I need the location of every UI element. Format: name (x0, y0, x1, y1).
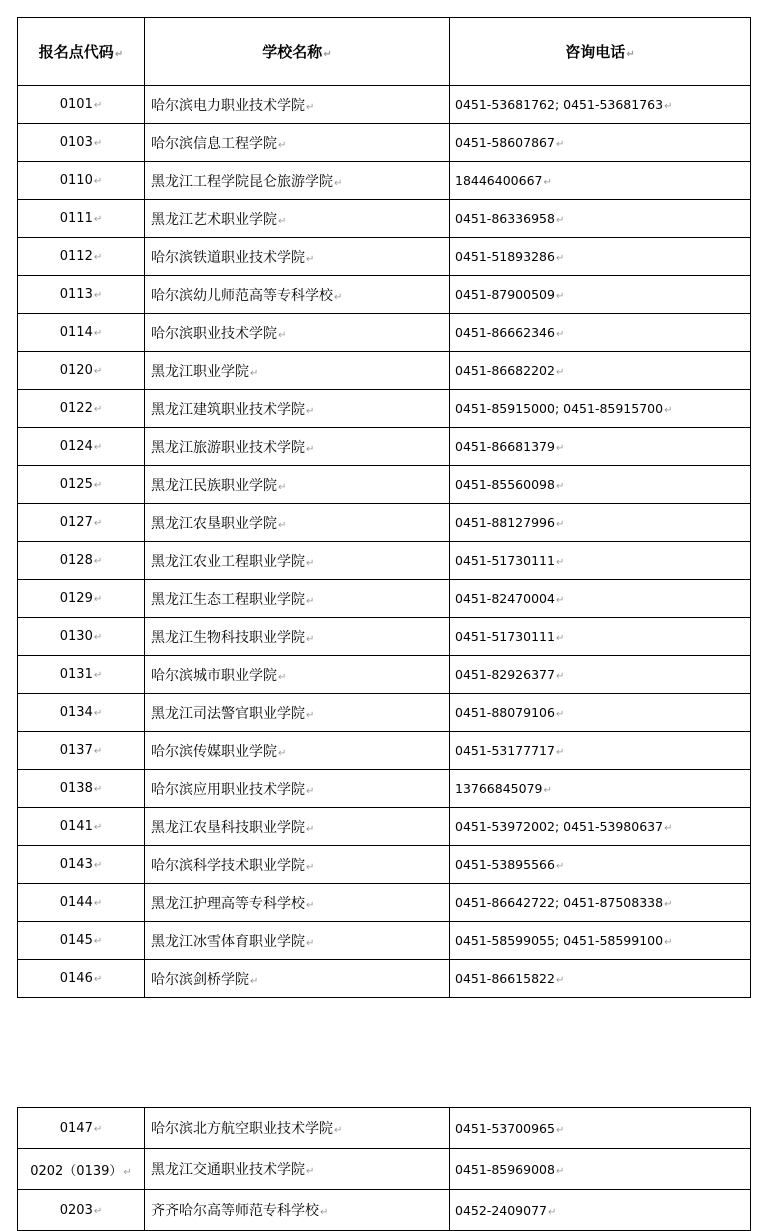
paragraph-mark: ↵ (555, 557, 565, 568)
paragraph-mark: ↵ (555, 329, 565, 340)
paragraph-mark: ↵ (555, 975, 565, 986)
school-name-cell (145, 124, 450, 162)
school-name-cell-text: 哈尔滨铁道职业技术学院 (151, 249, 305, 266)
code-cell-text: 0145 (59, 933, 93, 948)
code-cell (18, 884, 145, 922)
school-name-cell (145, 390, 450, 428)
code-cell (18, 504, 145, 542)
code-cell (18, 770, 145, 808)
school-name-cell (145, 162, 450, 200)
school-name-cell (145, 694, 450, 732)
paragraph-mark: ↵ (664, 101, 673, 112)
table-row (18, 390, 751, 428)
phone-cell-text: 0451-82470004 (455, 591, 555, 606)
phone-cell-text: 0451-86615822 (455, 971, 555, 986)
paragraph-mark: ↵ (93, 100, 103, 111)
code-cell (18, 732, 145, 770)
table-row (18, 1190, 751, 1231)
phone-cell-text: 0451-51893286 (455, 249, 555, 264)
school-name-cell (145, 1190, 450, 1231)
code-cell-text: 0134 (59, 705, 93, 720)
school-name-cell (145, 770, 450, 808)
code-cell (18, 352, 145, 390)
paragraph-mark: ↵ (93, 480, 103, 491)
code-cell (18, 466, 145, 504)
paragraph-mark: ↵ (334, 291, 343, 303)
school-name-cell-text: 黑龙江生物科技职业学院 (151, 629, 305, 646)
paragraph-mark: ↵ (278, 519, 287, 531)
paragraph-mark: ↵ (250, 975, 259, 987)
phone-cell (450, 542, 751, 580)
phone-cell-text: 0451-86681379 (455, 439, 555, 454)
code-cell (18, 846, 145, 884)
phone-cell (450, 314, 751, 352)
paragraph-mark: ↵ (93, 138, 103, 149)
phone-cell-text: 0451-53177717 (455, 743, 555, 758)
paragraph-mark: ↵ (555, 253, 565, 264)
paragraph-mark: ↵ (93, 746, 103, 757)
school-name-cell-text: 哈尔滨剑桥学院 (151, 971, 249, 988)
paragraph-mark: ↵ (555, 519, 565, 530)
code-cell (18, 1190, 145, 1231)
paragraph-mark: ↵ (555, 747, 565, 758)
phone-cell-text: 0451-86642722; 0451-87508338 (455, 895, 664, 910)
phone-cell (450, 618, 751, 656)
school-name-cell-text: 黑龙江护理高等专科学校 (151, 895, 305, 912)
paragraph-mark: ↵ (93, 860, 103, 871)
code-cell-text: 0131 (59, 667, 93, 682)
phone-cell (450, 960, 751, 998)
paragraph-mark: ↵ (543, 177, 552, 188)
paragraph-mark: ↵ (306, 899, 315, 911)
table-row (18, 808, 751, 846)
phone-cell-text: 0451-53681762; 0451-53681763 (455, 97, 664, 112)
paragraph-mark: ↵ (278, 671, 287, 683)
code-cell (18, 1149, 145, 1190)
table-row (18, 504, 751, 542)
school-name-cell (145, 200, 450, 238)
paragraph-mark: ↵ (334, 1125, 343, 1136)
school-name-cell-text: 哈尔滨电力职业技术学院 (151, 97, 305, 114)
phone-cell (450, 276, 751, 314)
school-name-cell-text: 黑龙江司法警官职业学院 (151, 705, 305, 722)
code-cell (18, 1108, 145, 1149)
code-cell (18, 960, 145, 998)
table-row (18, 846, 751, 884)
paragraph-mark: ↵ (93, 442, 103, 453)
registration-sites-table-continued (17, 1107, 751, 1231)
phone-cell-text: 0451-88079106 (455, 705, 555, 720)
paragraph-mark: ↵ (123, 1166, 132, 1178)
school-name-cell-text: 黑龙江旅游职业技术学院 (151, 439, 305, 456)
paragraph-mark: ↵ (278, 139, 287, 151)
table-row (18, 656, 751, 694)
school-name-cell-text: 黑龙江生态工程职业学院 (151, 591, 305, 608)
school-name-cell (145, 86, 450, 124)
phone-cell (450, 922, 751, 960)
code-cell-text: 0111 (59, 211, 93, 226)
paragraph-mark: ↵ (548, 1206, 557, 1218)
code-cell-text: 0113 (59, 287, 93, 302)
school-name-cell-text: 哈尔滨应用职业技术学院 (151, 781, 305, 798)
table-row (18, 1149, 751, 1190)
header-code: 报名点代码↵ (18, 18, 145, 86)
paragraph-mark: ↵ (306, 937, 315, 949)
paragraph-mark: ↵ (93, 974, 103, 985)
code-cell-text: 0103 (59, 135, 93, 150)
school-name-cell-text: 哈尔滨传媒职业学院 (151, 743, 277, 760)
school-name-cell (145, 732, 450, 770)
phone-cell-text: 0451-82926377 (455, 667, 555, 682)
table-row (18, 884, 751, 922)
code-cell-text: 0141 (59, 819, 93, 834)
school-name-cell-text: 黑龙江艺术职业学院 (151, 211, 277, 228)
table-row (18, 86, 751, 124)
school-name-cell-text: 哈尔滨城市职业学院 (151, 667, 277, 684)
table-row (18, 276, 751, 314)
code-cell-text: 0130 (59, 629, 93, 644)
phone-cell (450, 504, 751, 542)
phone-cell-text: 0451-58599055; 0451-58599100 (455, 933, 664, 948)
phone-cell (450, 694, 751, 732)
phone-cell (450, 732, 751, 770)
paragraph-mark: ↵ (93, 404, 103, 415)
paragraph-mark: ↵ (93, 594, 103, 605)
school-name-cell (145, 1108, 450, 1149)
phone-cell-text: 13766845079 (455, 781, 543, 796)
header-phone: 咨询电话↵ (450, 18, 751, 86)
paragraph-mark: ↵ (93, 632, 103, 643)
paragraph-mark: ↵ (306, 405, 315, 417)
code-cell-text: 0127 (59, 515, 93, 530)
phone-cell-text: 0451-85969008 (455, 1161, 555, 1177)
table-row (18, 922, 751, 960)
paragraph-mark: ↵ (93, 670, 103, 681)
phone-cell (450, 390, 751, 428)
table-row (18, 770, 751, 808)
phone-cell (450, 162, 751, 200)
school-name-cell-text: 哈尔滨科学技术职业学院 (151, 857, 305, 874)
table-row (18, 960, 751, 998)
phone-cell-text: 18446400667 (455, 173, 543, 188)
code-cell (18, 200, 145, 238)
registration-sites-table (17, 17, 751, 998)
code-cell (18, 618, 145, 656)
code-cell-text: 0138 (59, 781, 93, 796)
phone-cell-text: 0451-53700965 (455, 1120, 555, 1136)
school-name-cell (145, 428, 450, 466)
code-cell-text: 0203 (59, 1202, 93, 1218)
phone-cell (450, 86, 751, 124)
code-cell (18, 922, 145, 960)
header-name: 学校名称↵ (145, 18, 450, 86)
paragraph-mark: ↵ (93, 176, 103, 187)
paragraph-mark: ↵ (555, 367, 565, 378)
code-cell-text: 0143 (59, 857, 93, 872)
paragraph-mark: ↵ (93, 214, 103, 225)
paragraph-mark: ↵ (93, 708, 103, 719)
phone-cell-text: 0451-58607867 (455, 135, 555, 150)
table-row (18, 466, 751, 504)
phone-cell-text: 0451-53895566 (455, 857, 555, 872)
paragraph-mark: ↵ (555, 1124, 565, 1136)
school-name-cell-text: 哈尔滨职业技术学院 (151, 325, 277, 342)
school-name-cell (145, 618, 450, 656)
school-name-cell (145, 542, 450, 580)
school-name-cell-text: 哈尔滨北方航空职业技术学院 (151, 1121, 333, 1137)
paragraph-mark: ↵ (306, 253, 315, 265)
paragraph-mark: ↵ (555, 139, 565, 150)
code-cell (18, 314, 145, 352)
paragraph-mark: ↵ (320, 1207, 329, 1218)
paragraph-mark: ↵ (93, 556, 103, 567)
table-row (18, 238, 751, 276)
paragraph-mark: ↵ (306, 823, 315, 835)
paragraph-mark: ↵ (555, 633, 565, 644)
phone-cell-text: 0451-86682202 (455, 363, 555, 378)
code-cell (18, 238, 145, 276)
table-row (18, 124, 751, 162)
paragraph-mark: ↵ (555, 709, 565, 720)
code-cell-text: 0202（0139） (30, 1163, 123, 1179)
phone-cell-text: 0451-86662346 (455, 325, 555, 340)
school-name-cell (145, 656, 450, 694)
code-cell-text: 0101 (59, 97, 93, 112)
table-header-row (18, 18, 751, 86)
phone-cell (450, 580, 751, 618)
paragraph-mark: ↵ (306, 101, 315, 113)
phone-cell-text: 0451-51730111 (455, 629, 555, 644)
paragraph-mark: ↵ (278, 215, 287, 227)
paragraph-mark: ↵ (93, 898, 103, 909)
paragraph-mark: ↵ (278, 329, 287, 341)
code-cell (18, 580, 145, 618)
paragraph-mark: ↵ (306, 785, 315, 797)
paragraph-mark: ↵ (93, 290, 103, 301)
paragraph-mark: ↵ (306, 557, 315, 569)
table-row (18, 732, 751, 770)
phone-cell (450, 466, 751, 504)
phone-cell-text: 0451-85915000; 0451-85915700 (455, 401, 664, 416)
code-cell-text: 0147 (59, 1120, 93, 1136)
school-name-cell-text: 哈尔滨信息工程学院 (151, 135, 277, 152)
phone-cell (450, 200, 751, 238)
phone-cell (450, 124, 751, 162)
table-row (18, 542, 751, 580)
table-row (18, 314, 751, 352)
table-row (18, 580, 751, 618)
paragraph-mark: ↵ (306, 443, 315, 455)
paragraph-mark: ↵ (555, 443, 565, 454)
school-name-cell-text: 哈尔滨幼儿师范高等专科学校 (151, 287, 333, 304)
code-cell-text: 0114 (59, 325, 93, 340)
code-cell (18, 542, 145, 580)
code-cell-text: 0128 (59, 553, 93, 568)
school-name-cell (145, 314, 450, 352)
paragraph-mark: ↵ (555, 481, 565, 492)
school-name-cell-text: 黑龙江职业学院 (151, 363, 249, 380)
school-name-cell-text: 黑龙江冰雪体育职业学院 (151, 933, 305, 950)
school-name-cell (145, 504, 450, 542)
school-name-cell (145, 960, 450, 998)
page-break (0, 1096, 770, 1106)
school-name-cell (145, 580, 450, 618)
phone-cell (450, 352, 751, 390)
paragraph-mark: ↵ (555, 291, 565, 302)
school-name-cell-text: 黑龙江农业工程职业学院 (151, 553, 305, 570)
table-row (18, 1108, 751, 1149)
paragraph-mark: ↵ (306, 1166, 315, 1177)
code-cell-text: 0124 (59, 439, 93, 454)
table-row (18, 618, 751, 656)
phone-cell (450, 770, 751, 808)
table-row (18, 352, 751, 390)
school-name-cell (145, 276, 450, 314)
phone-cell-text: 0451-85560098 (455, 477, 555, 492)
phone-cell-text: 0451-88127996 (455, 515, 555, 530)
school-name-cell (145, 846, 450, 884)
school-name-cell-text: 黑龙江农垦科技职业学院 (151, 819, 305, 836)
paragraph-mark: ↵ (664, 405, 673, 416)
phone-cell (450, 656, 751, 694)
code-cell-text: 0125 (59, 477, 93, 492)
table-row (18, 162, 751, 200)
code-cell-text: 0122 (59, 401, 93, 416)
paragraph-mark: ↵ (306, 861, 315, 873)
code-cell-text: 0110 (59, 173, 93, 188)
code-cell (18, 124, 145, 162)
paragraph-mark: ↵ (543, 785, 552, 796)
phone-cell (450, 846, 751, 884)
code-cell (18, 808, 145, 846)
school-name-cell-text: 黑龙江民族职业学院 (151, 477, 277, 494)
paragraph-mark: ↵ (306, 595, 315, 607)
code-cell-text: 0137 (59, 743, 93, 758)
school-name-cell (145, 238, 450, 276)
paragraph-mark: ↵ (93, 784, 103, 795)
school-name-cell-text: 黑龙江工程学院昆仑旅游学院 (151, 173, 333, 190)
paragraph-mark: ↵ (93, 822, 103, 833)
paragraph-mark: ↵ (555, 861, 565, 872)
code-cell-text: 0120 (59, 363, 93, 378)
school-name-cell-text: 黑龙江交通职业技术学院 (151, 1162, 305, 1178)
school-name-cell (145, 352, 450, 390)
paragraph-mark: ↵ (664, 937, 673, 948)
phone-cell (450, 238, 751, 276)
paragraph-mark: ↵ (93, 328, 103, 339)
phone-cell (450, 428, 751, 466)
paragraph-mark: ↵ (664, 899, 673, 910)
table-row (18, 694, 751, 732)
phone-cell-text: 0451-51730111 (455, 553, 555, 568)
code-cell (18, 162, 145, 200)
paragraph-mark: ↵ (93, 936, 103, 947)
school-name-cell (145, 922, 450, 960)
paragraph-mark: ↵ (93, 1205, 103, 1217)
paragraph-mark: ↵ (555, 1165, 565, 1177)
phone-cell-text: 0451-86336958 (455, 211, 555, 226)
code-cell-text: 0144 (59, 895, 93, 910)
code-cell-text: 0129 (59, 591, 93, 606)
code-cell (18, 428, 145, 466)
phone-cell-text: 0452-2409077 (455, 1202, 547, 1218)
code-cell (18, 86, 145, 124)
paragraph-mark: ↵ (250, 367, 259, 379)
phone-cell-text: 0451-87900509 (455, 287, 555, 302)
paragraph-mark: ↵ (278, 481, 287, 493)
code-cell-text: 0112 (59, 249, 93, 264)
phone-cell (450, 1108, 751, 1149)
paragraph-mark: ↵ (93, 518, 103, 529)
paragraph-mark: ↵ (306, 633, 315, 645)
school-name-cell-text: 齐齐哈尔高等师范专科学校 (151, 1203, 319, 1219)
paragraph-mark: ↵ (664, 823, 673, 834)
phone-cell (450, 1149, 751, 1190)
paragraph-mark: ↵ (334, 177, 343, 189)
code-cell (18, 694, 145, 732)
code-cell (18, 390, 145, 428)
paragraph-mark: ↵ (93, 1123, 103, 1135)
school-name-cell (145, 808, 450, 846)
paragraph-mark: ↵ (278, 747, 287, 759)
phone-cell (450, 808, 751, 846)
school-name-cell (145, 466, 450, 504)
table-row (18, 428, 751, 466)
school-name-cell-text: 黑龙江农垦职业学院 (151, 515, 277, 532)
paragraph-mark: ↵ (306, 709, 315, 721)
phone-cell (450, 1190, 751, 1231)
paragraph-mark: ↵ (555, 671, 565, 682)
school-name-cell (145, 1149, 450, 1190)
code-cell (18, 656, 145, 694)
phone-cell-text: 0451-53972002; 0451-53980637 (455, 819, 664, 834)
school-name-cell (145, 884, 450, 922)
code-cell-text: 0146 (59, 971, 93, 986)
paragraph-mark: ↵ (93, 366, 103, 377)
school-name-cell-text: 黑龙江建筑职业技术学院 (151, 401, 305, 418)
phone-cell (450, 884, 751, 922)
paragraph-mark: ↵ (555, 595, 565, 606)
paragraph-mark: ↵ (93, 252, 103, 263)
code-cell (18, 276, 145, 314)
paragraph-mark: ↵ (555, 215, 565, 226)
table-row (18, 200, 751, 238)
